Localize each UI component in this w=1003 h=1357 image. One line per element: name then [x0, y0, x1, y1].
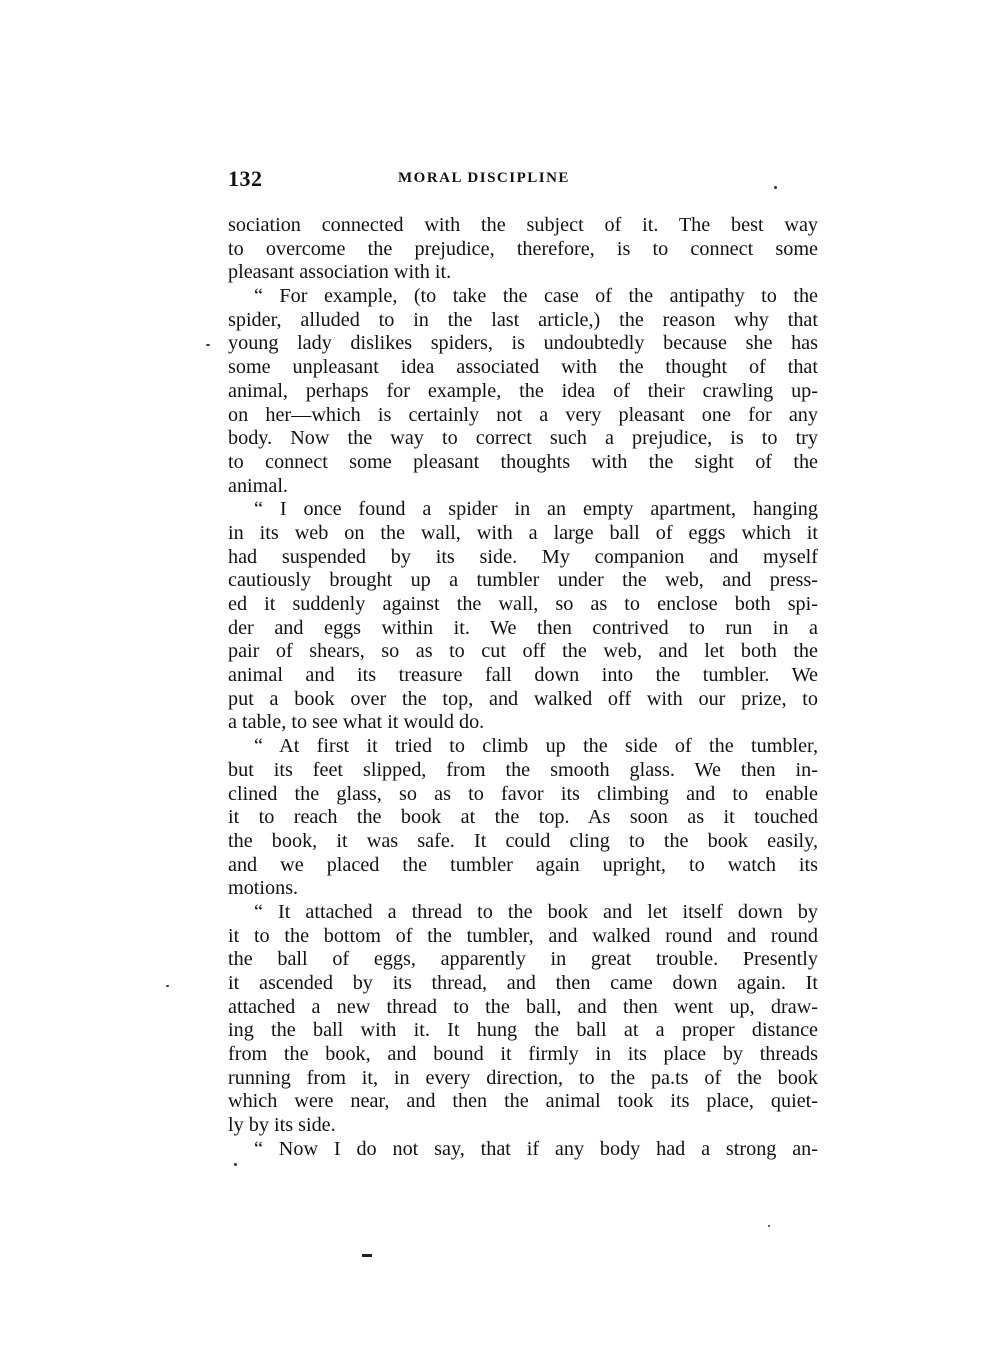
text-line: der and eggs within it. We then contrived to run in a [228, 616, 818, 639]
text-line: animal. [228, 474, 288, 497]
text-line: from the book, and bound it firmly in its place by threads [228, 1043, 818, 1066]
paragraph-first-line: “ For example, (to take the case of the antipathy to the [254, 285, 818, 308]
running-title: MORAL DISCIPLINE [398, 170, 570, 186]
paragraph-first-line: “ Now I do not say, that if any body had a strong an- [254, 1137, 818, 1160]
paragraph-first-line: “ At first it tried to climb up the side of the tumbler, [254, 735, 818, 758]
text-line: which were near, and then the animal took its place, quiet- [228, 1090, 818, 1113]
text-line: but its feet slipped, from the smooth glass. We then in- [228, 758, 818, 781]
text-line: on her—which is certainly not a very pleasant one for any [228, 403, 818, 426]
text-line: the ball of eggs, apparently in great trouble. Presently [228, 948, 818, 971]
text-line: a table, to see what it would do. [228, 711, 485, 734]
scan-mark [362, 1254, 372, 1257]
text-line: put a book over the top, and walked off with our prize, to [228, 687, 818, 710]
text-line: ed it suddenly against the wall, so as to enclose both spi- [228, 593, 818, 615]
scan-speck [234, 1163, 237, 1166]
text-line: motions. [228, 877, 299, 900]
text-line: it to the bottom of the tumbler, and walked round and round [228, 924, 818, 947]
text-line: running from it, in every direction, to the pa.ts of the book [228, 1066, 818, 1089]
text-line: to connect some pleasant thoughts with the sight of the [228, 450, 818, 473]
scan-speck [774, 186, 777, 189]
text-line: spider, alluded to in the last article,) the reason why that [228, 308, 818, 331]
text-line: the book, it was safe. It could cling to the book easily, [228, 829, 818, 852]
text-line: it ascended by its thread, and then came down again. It [228, 972, 818, 994]
page-number: 132 [228, 166, 263, 191]
text-line: animal, perhaps for example, the idea of their crawling up- [228, 379, 818, 402]
text-line: it to reach the book at the top. As soon as it touched [228, 806, 818, 829]
body-text [228, 214, 818, 1162]
text-line: had suspended by its side. My companion and myself [228, 545, 818, 568]
text-line: ing the ball with it. It hung the ball at a proper distance [228, 1019, 818, 1042]
text-line: body. Now the way to correct such a prejudice, is to try [228, 427, 818, 450]
scan-speck [206, 344, 210, 346]
text-line: ly by its side. [228, 1114, 336, 1137]
text-line: to overcome the prejudice, therefore, is to connect some [228, 237, 818, 260]
text-line: young lady dislikes spiders, is undoubtedly because she has [228, 332, 818, 355]
text-line: cautiously brought up a tumbler under the web, and press- [228, 569, 818, 592]
text-line: sociation connected with the subject of it. The best way [228, 214, 818, 236]
text-line: animal and its treasure fall down into the tumbler. We [228, 664, 818, 687]
text-line: and we placed the tumbler again upright, to watch its [228, 853, 818, 876]
paragraph-first-line: “ It attached a thread to the book and let itself down by [254, 900, 818, 923]
text-line: some unpleasant idea associated with the thought of that [228, 356, 818, 379]
text-line: pair of shears, so as to cut off the web, and let both the [228, 640, 818, 663]
scan-speck [166, 985, 169, 987]
text-line: attached a new thread to the ball, and then went up, draw- [228, 995, 818, 1018]
scan-speck [768, 1225, 770, 1227]
text-line: pleasant association with it. [228, 261, 452, 284]
paragraph-first-line: “ I once found a spider in an empty apartment, hanging [254, 498, 818, 521]
text-line: in its web on the wall, with a large ball of eggs which it [228, 521, 818, 544]
running-head [228, 166, 818, 198]
text-line: clined the glass, so as to favor its climbing and to enable [228, 782, 818, 805]
